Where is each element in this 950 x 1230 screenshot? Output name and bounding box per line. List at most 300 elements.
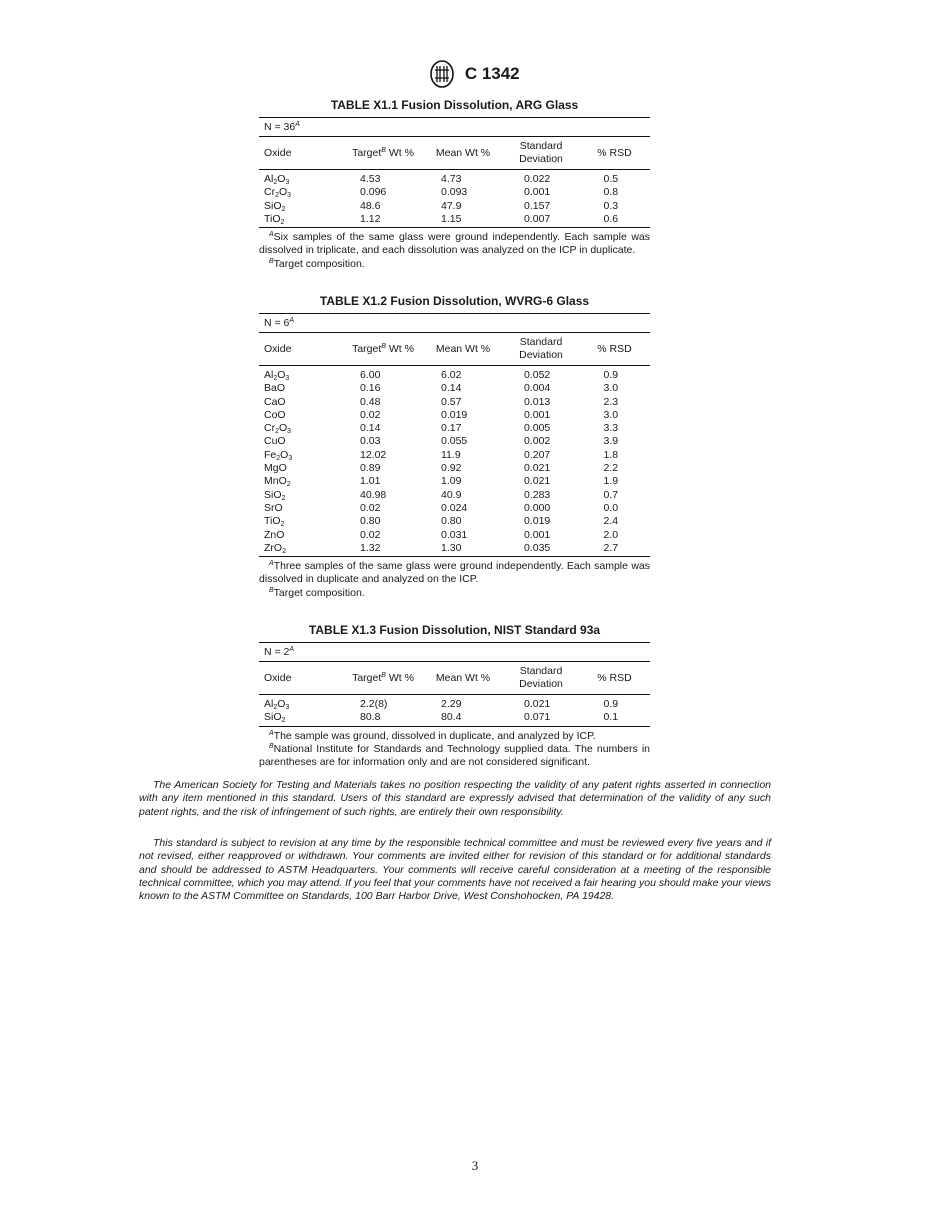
rsd-value-cell [579,422,650,435]
mean-value-cell [423,698,503,711]
mean-value: 0.031 [441,528,468,541]
std-dev-value-cell [503,200,579,213]
mean-value-cell [423,462,503,475]
mean-value: 47.9 [441,199,462,212]
std-dev-value: 0.001 [524,186,551,199]
sample-count-row [259,314,650,333]
std-dev-value: 0.157 [524,199,551,212]
formula-subscript: 3 [285,375,290,382]
target-value-cell [343,435,423,448]
std-dev-value-cell [503,396,579,409]
std-dev-value-cell [503,542,579,555]
std-dev-value-cell [503,213,579,226]
target-value-cell [343,502,423,515]
table-x1-3 [259,623,650,769]
oxide-formula [259,382,343,395]
footnote-marker: B [269,257,274,265]
footnote-marker: B [381,672,386,679]
formula-base: MgO [264,462,287,475]
std-dev-line-1: Standard [519,336,563,348]
standard-designation: C 1342 [464,64,520,83]
column-header-target [343,343,423,355]
revision-statement-text: This standard is subject to revision at any time by the responsible technical committee and must be reviewed every five years and if not revised, either reapproved or withdrawn. Your comments are invited either for revision of this standard or for additional standards and should be addressed to ASTM Headquarters. Your comments will receive careful consideration at a meeting of the responsible technical committee, which you may attend. If you feel that your comments have not received a fair hearing you should make your views known to the ASTM Committee on Standards, 100 Barr Harbor Drive, West Conshohocken, PA 19428. [139,837,771,903]
table-header-row [259,333,650,366]
target-value-cell [343,422,423,435]
mean-value: 80.4 [441,711,462,724]
std-dev-value-cell [503,369,579,382]
column-header-std-dev [503,336,579,362]
footnote [259,560,650,587]
std-dev-value-cell [503,449,579,462]
formula-part: O [277,173,286,185]
formula-subscript: 2 [275,192,279,200]
oxide-formula [259,409,343,422]
oxide-formula [259,711,343,724]
oxide-formula [259,475,343,488]
rsd-value: 3.0 [603,382,619,395]
target-value-cell [343,382,423,395]
std-dev-value-cell [503,529,579,542]
footnote-marker: B [269,742,274,750]
formula-subscript: 3 [285,704,290,711]
oxide-formula [259,200,343,213]
std-dev-value: 0.022 [524,173,551,185]
target-unit: Wt % [385,147,414,159]
table-caption: TABLE X1.3 Fusion Dissolution, NIST Standard 93a [308,623,601,637]
std-dev-value-cell [503,515,579,528]
std-dev-value: 0.283 [524,488,551,501]
target-value: 1.12 [360,212,381,225]
rsd-value: 0.9 [603,698,619,710]
mean-value-cell [423,542,503,555]
oxide-formula [259,462,343,475]
patent-statement [139,779,771,819]
std-dev-value-cell [503,698,579,711]
rsd-value: 0.3 [603,199,619,212]
table-row [259,462,650,475]
footnote-text: The sample was ground, dissolved in duplicate, and analyzed by ICP. [273,729,596,742]
target-value-cell [343,186,423,199]
footnote [259,258,650,271]
table-caption: TABLE X1.1 Fusion Dissolution, ARG Glass [330,98,579,112]
formula-subscript: 2 [276,454,281,462]
mean-value: 0.019 [441,408,468,421]
oxide-formula [259,369,343,382]
rsd-value: 2.3 [603,395,619,408]
target-value: 0.03 [360,435,381,448]
mean-value-cell [423,173,503,186]
target-value: 0.80 [360,515,381,528]
mean-value-cell [423,186,503,199]
mean-value-cell [423,200,503,213]
table-rows [259,170,650,227]
table-rows [259,695,650,726]
table-row [259,409,650,422]
mean-value-cell [423,502,503,515]
formula-base: SiO [264,711,282,724]
rsd-value-cell [579,382,650,395]
column-header-mean: Mean Wt % [435,672,491,684]
mean-value: 0.14 [441,382,462,395]
std-dev-value: 0.035 [524,541,551,554]
mean-value: 0.80 [441,515,462,528]
table-caption: TABLE X1.2 Fusion Dissolution, WVRG-6 Glass [319,294,590,308]
formula-subscript: 2 [273,179,278,186]
formula-base: CuO [264,435,286,448]
footnote-text: Target composition. [273,257,365,270]
mean-value-cell [423,396,503,409]
std-dev-value: 0.000 [524,501,551,514]
formula-subscript: 2 [281,205,286,213]
formula-base: Al [264,173,274,185]
mean-value-cell [423,213,503,226]
std-dev-value-cell [503,435,579,448]
rsd-value-cell [579,173,650,186]
rsd-value: 2.2 [603,462,619,475]
mean-value-cell [423,489,503,502]
footnote-marker: B [269,586,274,594]
rsd-value: 0.0 [603,501,619,514]
footnote-marker: A [269,560,274,568]
oxide-formula [259,529,343,542]
mean-value-cell [423,422,503,435]
target-value: 0.14 [360,422,381,435]
mean-value: 4.73 [441,173,462,185]
footnote-text: Target composition. [273,586,365,599]
target-value: 1.01 [360,475,381,488]
target-value: 0.89 [360,462,381,475]
std-dev-value: 0.002 [524,435,551,448]
target-value: 0.096 [360,186,387,199]
table-row [259,186,650,199]
table-rows [259,366,650,556]
column-header-rsd: % RSD [597,672,632,684]
std-dev-value: 0.207 [524,448,551,461]
column-header-mean: Mean Wt % [435,147,491,159]
mean-value: 11.9 [441,448,461,461]
formula-subscript: 2 [282,547,286,555]
rsd-value: 1.9 [603,475,619,488]
oxide-formula [259,396,343,409]
std-dev-value: 0.001 [524,528,551,541]
mean-value: 0.093 [441,186,468,199]
rsd-value: 3.0 [603,408,619,421]
formula-subscript: 3 [287,428,292,436]
std-dev-value: 0.007 [524,212,551,225]
formula-subscript: 2 [286,481,291,489]
std-dev-value-cell [503,173,579,186]
rsd-value-cell [579,213,650,226]
revision-statement [139,837,771,903]
rsd-value: 3.9 [603,435,619,448]
formula-subscript: 2 [280,218,285,226]
patent-statement-text: The American Society for Testing and Materials takes no position respecting the validity of any patent rights asserted in connection with any item mentioned in this standard. Users of this standard are expressly advised that determination of the validity of any such patent rights, and the risk of infringement of such rights, are entirely their own responsibility. [139,779,771,818]
oxide-formula [259,449,343,462]
std-dev-value: 0.004 [524,382,551,395]
table-row [259,515,650,528]
footnote [259,231,650,258]
formula-base: CoO [264,408,286,421]
formula-base: TiO [264,212,281,225]
std-dev-line-1: Standard [519,140,563,152]
mean-value: 40.9 [441,488,462,501]
formula-subscript: 2 [273,704,278,711]
rsd-value: 1.8 [603,448,619,461]
column-header-rsd: % RSD [597,343,632,355]
target-value: 6.00 [360,369,381,381]
std-dev-line-1: Standard [519,665,563,677]
rsd-value-cell [579,489,650,502]
target-label: Target [352,343,382,355]
rsd-value-cell [579,698,650,711]
mean-value: 1.09 [441,475,462,488]
table-footnotes [259,730,650,770]
target-value-cell [343,515,423,528]
target-unit: Wt % [385,672,414,684]
table-row [259,698,650,711]
target-value-cell [343,369,423,382]
column-header-rsd: % RSD [597,147,632,159]
table-row [259,502,650,515]
formula-base: TiO [264,515,281,528]
std-dev-value-cell [503,382,579,395]
column-header-std-dev [503,665,579,691]
std-dev-line-2: Deviation [519,349,563,361]
footnote-marker: A [295,121,300,128]
formula-base: BaO [264,382,286,395]
rsd-value-cell [579,502,650,515]
rsd-value-cell [579,200,650,213]
std-dev-value: 0.013 [524,395,551,408]
rsd-value: 0.5 [603,173,619,185]
rsd-value-cell [579,449,650,462]
table-row [259,489,650,502]
column-header-oxide: Oxide [264,672,292,684]
table-x1-2 [259,294,650,600]
formula-part: O [279,186,288,199]
rsd-value-cell [579,435,650,448]
mean-value: 0.17 [441,422,462,435]
formula-subscript: 2 [275,428,279,436]
oxide-formula [259,502,343,515]
std-dev-value: 0.019 [524,515,551,528]
target-value-cell [343,462,423,475]
oxide-formula [259,542,343,555]
table-row [259,173,650,186]
formula-base: Al [264,369,274,381]
table-row [259,435,650,448]
formula-base: ZnO [264,528,285,541]
mean-value: 0.024 [441,501,468,514]
formula-subscript: 3 [287,192,292,200]
formula-base: ZrO [264,541,283,554]
formula-part: O [279,422,288,435]
std-dev-value-cell [503,711,579,724]
mean-value-cell [423,382,503,395]
footnote-marker: A [289,317,295,324]
column-header-std-dev [503,140,579,166]
mean-value-cell [423,515,503,528]
oxide-formula [259,213,343,226]
table-body-frame [259,642,650,727]
oxide-formula [259,173,343,186]
formula-base: CaO [264,395,286,408]
rsd-value: 2.4 [603,515,619,528]
mean-value: 0.92 [441,462,462,475]
rsd-value: 0.9 [603,369,619,381]
target-value-cell [343,475,423,488]
std-dev-value-cell [503,502,579,515]
table-header-row [259,137,650,170]
table-row [259,711,650,724]
rsd-value: 2.0 [603,528,619,541]
oxide-formula [259,515,343,528]
formula-subscript: 3 [288,454,293,462]
mean-value-cell [423,529,503,542]
table-footnotes [259,231,650,271]
target-unit: Wt % [385,343,414,355]
rsd-value-cell [579,542,650,555]
rsd-value-cell [579,369,650,382]
rsd-value-cell [579,462,650,475]
table-x1-1 [259,98,650,271]
target-value: 0.02 [360,501,381,514]
mean-value: 6.02 [441,369,462,381]
rsd-value: 0.1 [603,711,619,724]
footnote [259,730,650,743]
target-value: 0.02 [360,528,381,541]
table-body-frame [259,117,650,228]
table-row [259,475,650,488]
rsd-value-cell [579,409,650,422]
document-header [0,60,950,88]
table-row [259,422,650,435]
mean-value-cell [423,369,503,382]
column-header-oxide: Oxide [264,343,292,355]
mean-value: 1.30 [441,541,462,554]
table-row [259,369,650,382]
target-value-cell [343,542,423,555]
target-value-cell [343,213,423,226]
rsd-value: 0.8 [603,186,619,199]
target-value: 80.8 [360,711,381,724]
std-dev-value: 0.052 [524,369,551,381]
table-row [259,200,650,213]
mean-value-cell [423,449,503,462]
target-value-cell [343,529,423,542]
rsd-value: 3.3 [603,422,619,435]
table-row [259,213,650,226]
rsd-value: 0.7 [603,488,619,501]
target-value-cell [343,698,423,711]
formula-base: Cr [264,186,276,199]
target-label: Target [352,147,382,159]
mean-value-cell [423,475,503,488]
formula-part: O [277,369,286,381]
target-value: 48.6 [360,199,381,212]
std-dev-value-cell [503,409,579,422]
formula-base: Al [264,698,274,710]
column-header-target [343,672,423,684]
std-dev-value: 0.001 [524,408,551,421]
table-row [259,449,650,462]
astm-logo-icon [430,60,454,88]
rsd-value-cell [579,711,650,724]
footnote-text: Three samples of the same glass were ground independently. Each sample was dissolved in duplicate and analyzed on the ICP. [259,560,650,586]
target-value-cell [343,200,423,213]
rsd-value: 2.7 [603,541,619,554]
target-value: 0.48 [360,395,381,408]
target-value: 0.16 [360,382,381,395]
std-dev-value: 0.021 [524,462,551,475]
oxide-formula [259,435,343,448]
table-body-frame [259,313,650,557]
std-dev-line-2: Deviation [519,153,563,165]
formula-part: O [277,698,286,710]
oxide-formula [259,489,343,502]
sample-count-row [259,118,650,137]
formula-base: SrO [264,501,283,514]
mean-value: 1.15 [441,212,462,225]
page-number: 3 [471,1158,479,1173]
table-row [259,542,650,555]
std-dev-value: 0.071 [524,711,551,724]
sample-count: N = 2 [264,646,290,658]
mean-value-cell [423,711,503,724]
sample-count-row [259,643,650,662]
footnote [259,743,650,770]
formula-subscript: 3 [285,179,290,186]
formula-base: MnO [264,475,287,488]
target-value: 4.53 [360,173,381,185]
std-dev-value-cell [503,422,579,435]
footnote-text: National Institute for Standards and Technology supplied data. The numbers in parentheses are for information only and are not considered significant. [259,742,650,769]
rsd-value-cell [579,529,650,542]
oxide-formula [259,422,343,435]
target-value-cell [343,489,423,502]
formula-subscript: 2 [273,375,278,382]
oxide-formula [259,698,343,711]
table-header-row [259,662,650,695]
mean-value-cell [423,435,503,448]
footnote-marker: B [381,147,386,154]
target-value-cell [343,409,423,422]
footnote-marker: A [269,729,274,737]
rsd-value-cell [579,396,650,409]
mean-value: 2.29 [441,698,462,710]
formula-subscript: 2 [280,521,285,529]
std-dev-value: 0.021 [524,698,551,710]
footnote-marker: B [381,343,386,350]
sample-count: N = 6 [264,317,290,329]
footnote [259,587,650,600]
formula-part: O [280,448,289,461]
table-row [259,382,650,395]
table-footnotes [259,560,650,600]
mean-value: 0.57 [441,395,462,408]
std-dev-value-cell [503,489,579,502]
std-dev-value-cell [503,475,579,488]
target-value-cell [343,173,423,186]
table-row [259,529,650,542]
formula-base: SiO [264,488,282,501]
target-value-cell [343,711,423,724]
target-value: 1.32 [360,541,381,554]
footnote-marker: A [269,231,274,239]
formula-base: Fe [264,448,277,461]
std-dev-value: 0.005 [524,422,551,435]
oxide-formula [259,186,343,199]
